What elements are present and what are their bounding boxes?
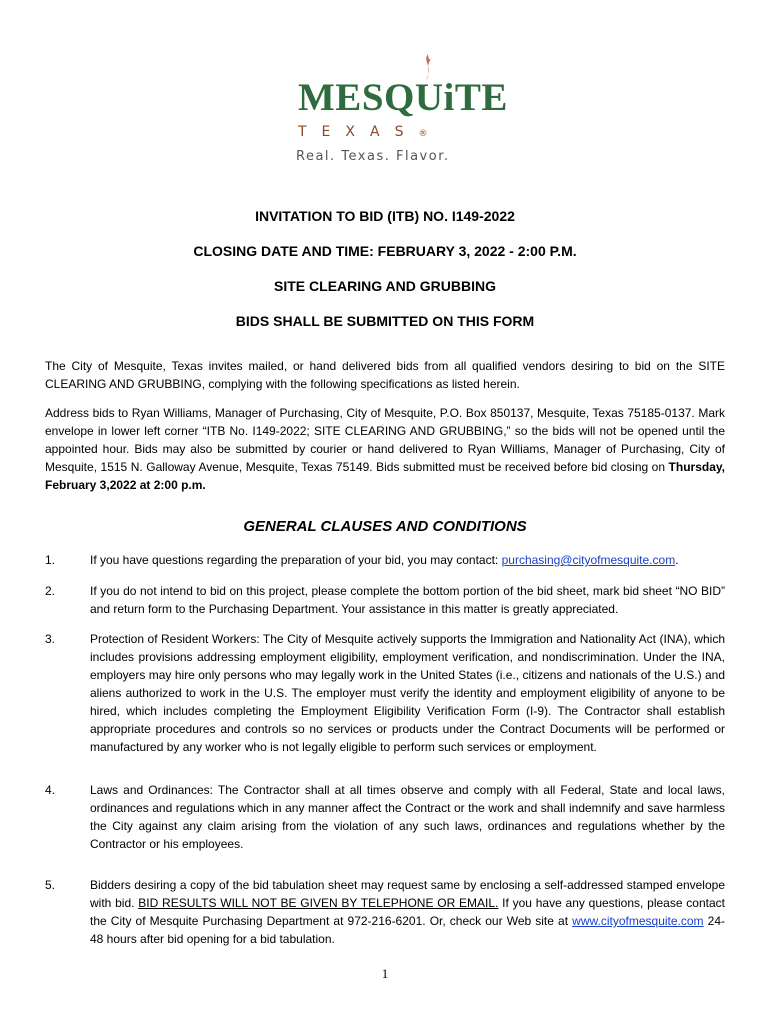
itb-title: INVITATION TO BID (ITB) NO. I149-2022 [255,208,515,224]
logo-tagline: Real. Texas. Flavor. [296,149,450,164]
no-phone-results-notice: BID RESULTS WILL NOT BE GIVEN BY TELEPHONE OR EMAIL. [138,896,499,910]
clause-item: Protection of Resident Workers: The City of Mesquite actively supports the Immigration and Nationality Act (INA), which includes provisions addressing employment eligibility, employment verification, and nondiscrimination. Under the INA, employers may hire only persons who may legally work in the United States (i.e., citizens and nationals of the U.S.) and aliens authorized to work in the U.S. The employer must verify the identity and employment eligibility of anyone to be hired, which includes completing the Employment Eligibility Verification Form (I-9). The Contractor shall establish appropriate procedures and controls so no services or products under the Contract Documents will be performed or manufactured by any worker who is not legally eligible to perform such services or employment. [90,632,725,754]
page-number: 1 [381,966,389,981]
item-number: 3. [45,632,56,646]
clause-item: If you do not intend to bid on this project, please complete the bottom portion of the bid sheet, mark bid sheet “NO BID” and return form to the Purchasing Department. Your assistance in this matter is greatly appreciated. [90,584,725,616]
clause-item: Laws and Ordinances: The Contractor shall at all times observe and comply with all Federal, State and local laws, ordinances and regulations which in any manner affect the Contract or the work and shall indemnify and save harmless the City against any claim arising from the violation of any such laws, ordinances and regulations whether by the Contractor or his employees. [90,783,725,851]
item-number: 4. [45,783,56,797]
clause-text: Bidders desiring a copy of the bid tabulation sheet may request same by enclosing a self-addressed stamped envelope with bid. [90,878,725,910]
item-number: 2. [45,584,56,598]
clause-text-end: . [675,553,679,567]
mesquite-logo [288,52,508,176]
clause-item [90,876,725,948]
address-paragraph [45,404,725,494]
purchasing-email-link[interactable]: purchasing@cityofmesquite.com [501,553,676,567]
clause-item [90,551,725,569]
section-title: GENERAL CLAUSES AND CONDITIONS [243,518,527,535]
item-number: 5. [45,878,56,892]
closing-emphasis: Thursday, February 3,2022 at 2:00 p.m. [45,460,725,492]
logo-registered-mark: ® [418,129,428,139]
closing-date: CLOSING DATE AND TIME: FEBRUARY 3, 2022 - 2:00 P.M. [193,243,577,259]
clause-text: If you have questions regarding the preparation of your bid, you may contact: [90,553,502,567]
clause-text-end: 24-48 hours after bid opening for a bid tabulation. [90,914,725,946]
logo-wordmark: MESQUiTE [298,76,508,119]
intro-paragraph: The City of Mesquite, Texas invites mailed, or hand delivered bids from all qualified vendors desiring to bid on the SITE CLEARING AND GRUBBING, complying with the following specifications as listed herein. [45,359,725,391]
logo-state [298,124,474,140]
logo-state-text: TEXAS [298,124,419,140]
item-number: 1. [45,553,56,567]
website-link[interactable]: www.cityofmesquite.com [572,914,704,928]
clause-text-contact: If you have any questions, please contact the City of Mesquite Purchasing Department at 972-216-6201. Or, check our Web site at [90,896,725,928]
submit-note: BIDS SHALL BE SUBMITTED ON THIS FORM [235,313,535,329]
project-title: SITE CLEARING AND GRUBBING [274,278,496,294]
address-text: Address bids to Ryan Williams, Manager of Purchasing, City of Mesquite, P.O. Box 850137, Mesquite, Texas 75185-0137. Mark envelope in lower left corner “ITB No. I149-2022; SITE CLEARING AND GRUBBING,” so the bids will not be opened until the appointed hour. Bids may also be submitted by courier or hand delivered to Ryan Williams, Manager of Purchasing, City of Mesquite, 1515 N. Galloway Avenue, Mesquite, Texas 75149. Bids submitted must be received before bid closing on [45,406,725,474]
